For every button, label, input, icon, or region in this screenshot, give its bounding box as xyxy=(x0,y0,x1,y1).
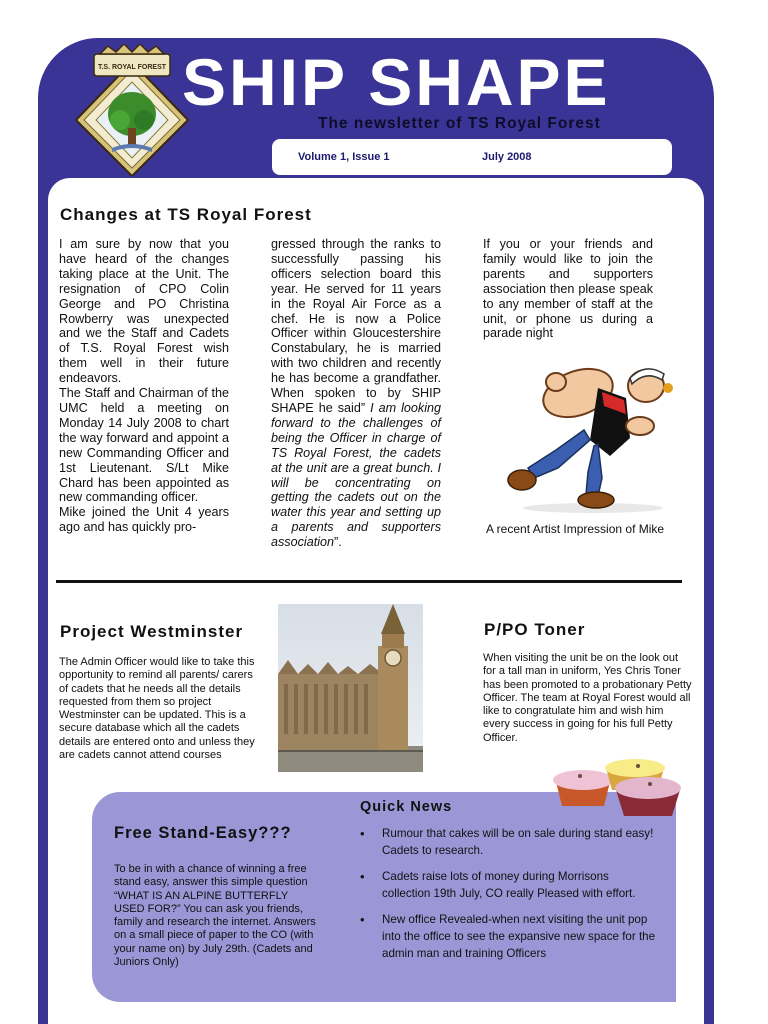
quick-news-item: • Cadets raise lots of money during Morrisons collection 19th July, CO really Pleased with effort. xyxy=(360,868,660,903)
issue-date: July 2008 xyxy=(482,151,532,163)
quick-news-item: • New office Revealed-when next visiting the unit pop into the office to see the expansive new space for the admin man and training Officers xyxy=(360,911,660,963)
westminster-body: The Admin Officer would like to take this opportunity to remind all parents/ carers of cadets that he needs all the details requested from them so project Westminster can be updated. This is a secure database which all the cadets details are entered onto and unless they are cadets cannot attend courses xyxy=(59,656,255,762)
cartoon-sailor-illustration xyxy=(498,348,678,518)
quick-news-heading: Quick News xyxy=(360,799,453,815)
lead-paragraph-3: Mike joined the Unit 4 years ago and has quickly pro- xyxy=(59,505,229,535)
crest-label: T.S. ROYAL FOREST xyxy=(97,64,167,71)
toner-heading: P/PO Toner xyxy=(484,620,586,639)
quick-news-item: • Rumour that cakes will be on sale during stand easy! Cadets to research. xyxy=(360,825,660,860)
lead-col2-text: gressed through the ranks to successfully passing his officers selection board this year. He served for 11 years in the Royal Air Force as a chef. He is now a Police Officer within Gloucestershire Constabulary, he is married with two children and recently he has become a grandfather. When spoken to by SHIP SHAPE he said” xyxy=(271,237,441,415)
lead-heading: Changes at TS Royal Forest xyxy=(60,205,312,224)
quick-news-list xyxy=(360,825,660,971)
lead-paragraph-col3: If you or your friends and family would like to join the parents and supporters association then please speak to any member of staff at the unit, or phone us during a parade night xyxy=(483,237,653,341)
section-divider xyxy=(56,580,682,583)
issue-volume: Volume 1, Issue 1 xyxy=(298,151,390,163)
issue-info-box xyxy=(270,137,674,177)
westminster-heading: Project Westminster xyxy=(60,622,244,641)
toner-body: When visiting the unit be on the look out for a tall man in uniform, Yes Chris Toner has been promoted to a probationary Petty Officer. The team at Royal Forest would all like to congratulate him and wish him every success in going for his full Petty Officer. xyxy=(483,652,692,744)
big-ben-photo xyxy=(278,604,423,772)
newsletter-title: SHIP SHAPE xyxy=(182,45,611,119)
newsletter-subtitle: The newsletter of TS Royal Forest xyxy=(318,115,601,132)
stand-easy-body: To be in with a chance of winning a free stand easy, answer this simple question “WHAT IS AN ALPINE BUTTERFLY USED FOR?” You can ask you friends, family and research the internet. Answers on a small piece of paper to the CO (with your name on) by July 29th. (Cadets and Juniors Only) xyxy=(114,863,316,969)
lead-column-1 xyxy=(59,237,229,535)
co-quote: I am looking forward to the challenges of being the Officer in charge of TS Royal Forest, the cadets at the unit are a great bunch. I will be concentrating on getting the cadets out on the water this year and setting up a parents and supporters association xyxy=(271,400,442,550)
lead-paragraph-2: The Staff and Chairman of the UMC held a meeting on Monday 14 July 2008 to chart the way forward and appoint a new Commanding Officer and 1st Lieutenant. S/Lt Mike Chard has been appointed as new commanding officer. xyxy=(59,386,229,505)
quote-close: ”. xyxy=(334,535,342,550)
cartoon-caption: A recent Artist Impression of Mike xyxy=(486,522,665,536)
lead-paragraph-1: I am sure by now that you have heard of the changes taking place at the Unit. The resignation of CPO Colin George and PO Christina Rowberry was unexpected and we the Staff and Cadets of T.S. Royal Forest wish them well in their future endeavors. xyxy=(59,237,229,386)
cupcakes-image xyxy=(550,756,690,818)
lead-column-2 xyxy=(271,237,441,550)
lead-column-3 xyxy=(483,237,653,341)
stand-easy-heading: Free Stand-Easy??? xyxy=(114,824,292,842)
ts-royal-forest-crest xyxy=(72,44,192,176)
